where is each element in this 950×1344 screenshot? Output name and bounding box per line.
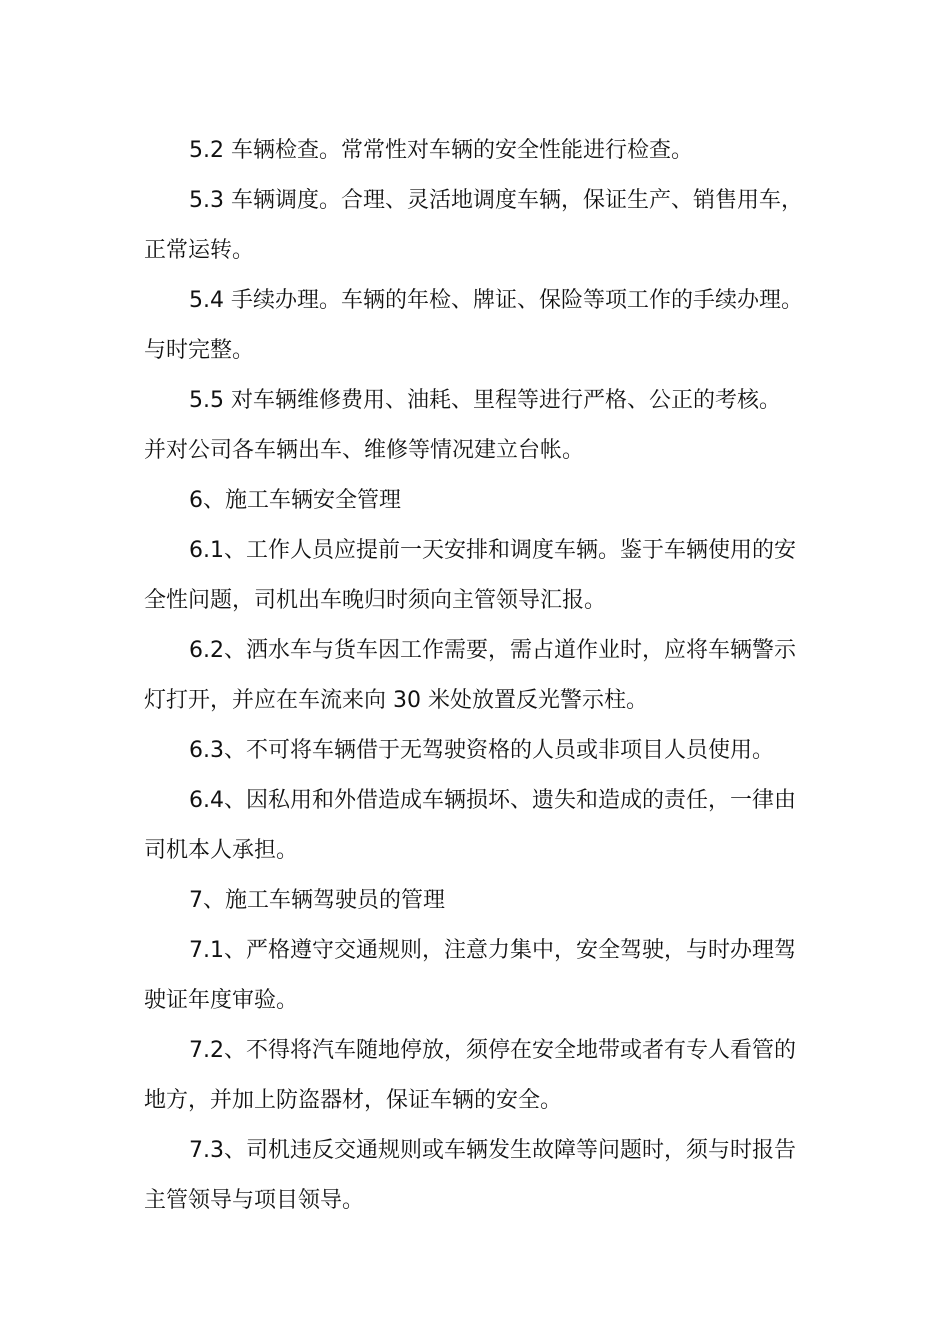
paragraph-line: 6.3、不可将车辆借于无驾驶资格的人员或非项目人员使用。 [189,738,774,763]
paragraph-5-2 [144,126,824,176]
paragraph-line: 主管领导与项目领导。 [144,1188,365,1213]
paragraph-line: 地方，并加上防盗器材，保证车辆的安全。 [144,1088,563,1113]
paragraph-6-4 [144,776,824,876]
paragraph-line: 司机本人承担。 [144,838,299,863]
paragraph-line: 5.2 车辆检查。常常性对车辆的安全性能进行检查。 [189,138,693,163]
paragraph-7-1 [144,926,824,1026]
paragraph-line: 全性问题，司机出车晚归时须向主管领导汇报。 [144,588,607,613]
section-heading: 7、施工车辆驾驶员的管理 [189,888,445,913]
paragraph-5-3 [144,176,824,276]
paragraph-6-1 [144,526,824,626]
paragraph-7-2 [144,1026,824,1126]
paragraph-line: 7.1、严格遵守交通规则，注意力集中，安全驾驶，与时办理驾 [189,938,796,963]
paragraph-line: 7.3、司机违反交通规则或车辆发生故障等问题时，须与时报告 [189,1138,796,1163]
paragraph-line: 5.5 对车辆维修费用、油耗、里程等进行严格、公正的考核。 [189,388,781,413]
paragraph-5-5 [144,376,824,476]
paragraph-5-4 [144,276,824,376]
section-heading-7 [144,876,824,926]
paragraph-7-3 [144,1126,824,1226]
section-heading: 6、施工车辆安全管理 [189,488,401,513]
section-heading-6 [144,476,824,526]
paragraph-line: 灯打开，并应在车流来向 30 米处放置反光警示柱。 [144,688,648,713]
paragraph-line: 7.2、不得将汽车随地停放，须停在安全地带或者有专人看管的 [189,1038,796,1063]
paragraph-line: 6.1、工作人员应提前一天安排和调度车辆。鉴于车辆使用的安 [189,538,796,563]
paragraph-line: 6.4、因私用和外借造成车辆损坏、遗失和造成的责任，一律由 [189,788,796,813]
paragraph-line: 5.4 手续办理。车辆的年检、牌证、保险等项工作的手续办理。 [189,288,803,313]
paragraph-line: 驶证年度审验。 [144,988,299,1013]
paragraph-line: 5.3 车辆调度。合理、灵活地调度车辆，保证生产、销售用车， [189,188,803,213]
paragraph-line: 与时完整。 [144,338,255,363]
paragraph-line: 并对公司各车辆出车、维修等情况建立台帐。 [144,438,585,463]
paragraph-6-2 [144,626,824,726]
paragraph-line: 正常运转。 [144,238,255,263]
document-body [144,126,824,1226]
paragraph-6-3 [144,726,824,776]
paragraph-line: 6.2、洒水车与货车因工作需要，需占道作业时，应将车辆警示 [189,638,796,663]
